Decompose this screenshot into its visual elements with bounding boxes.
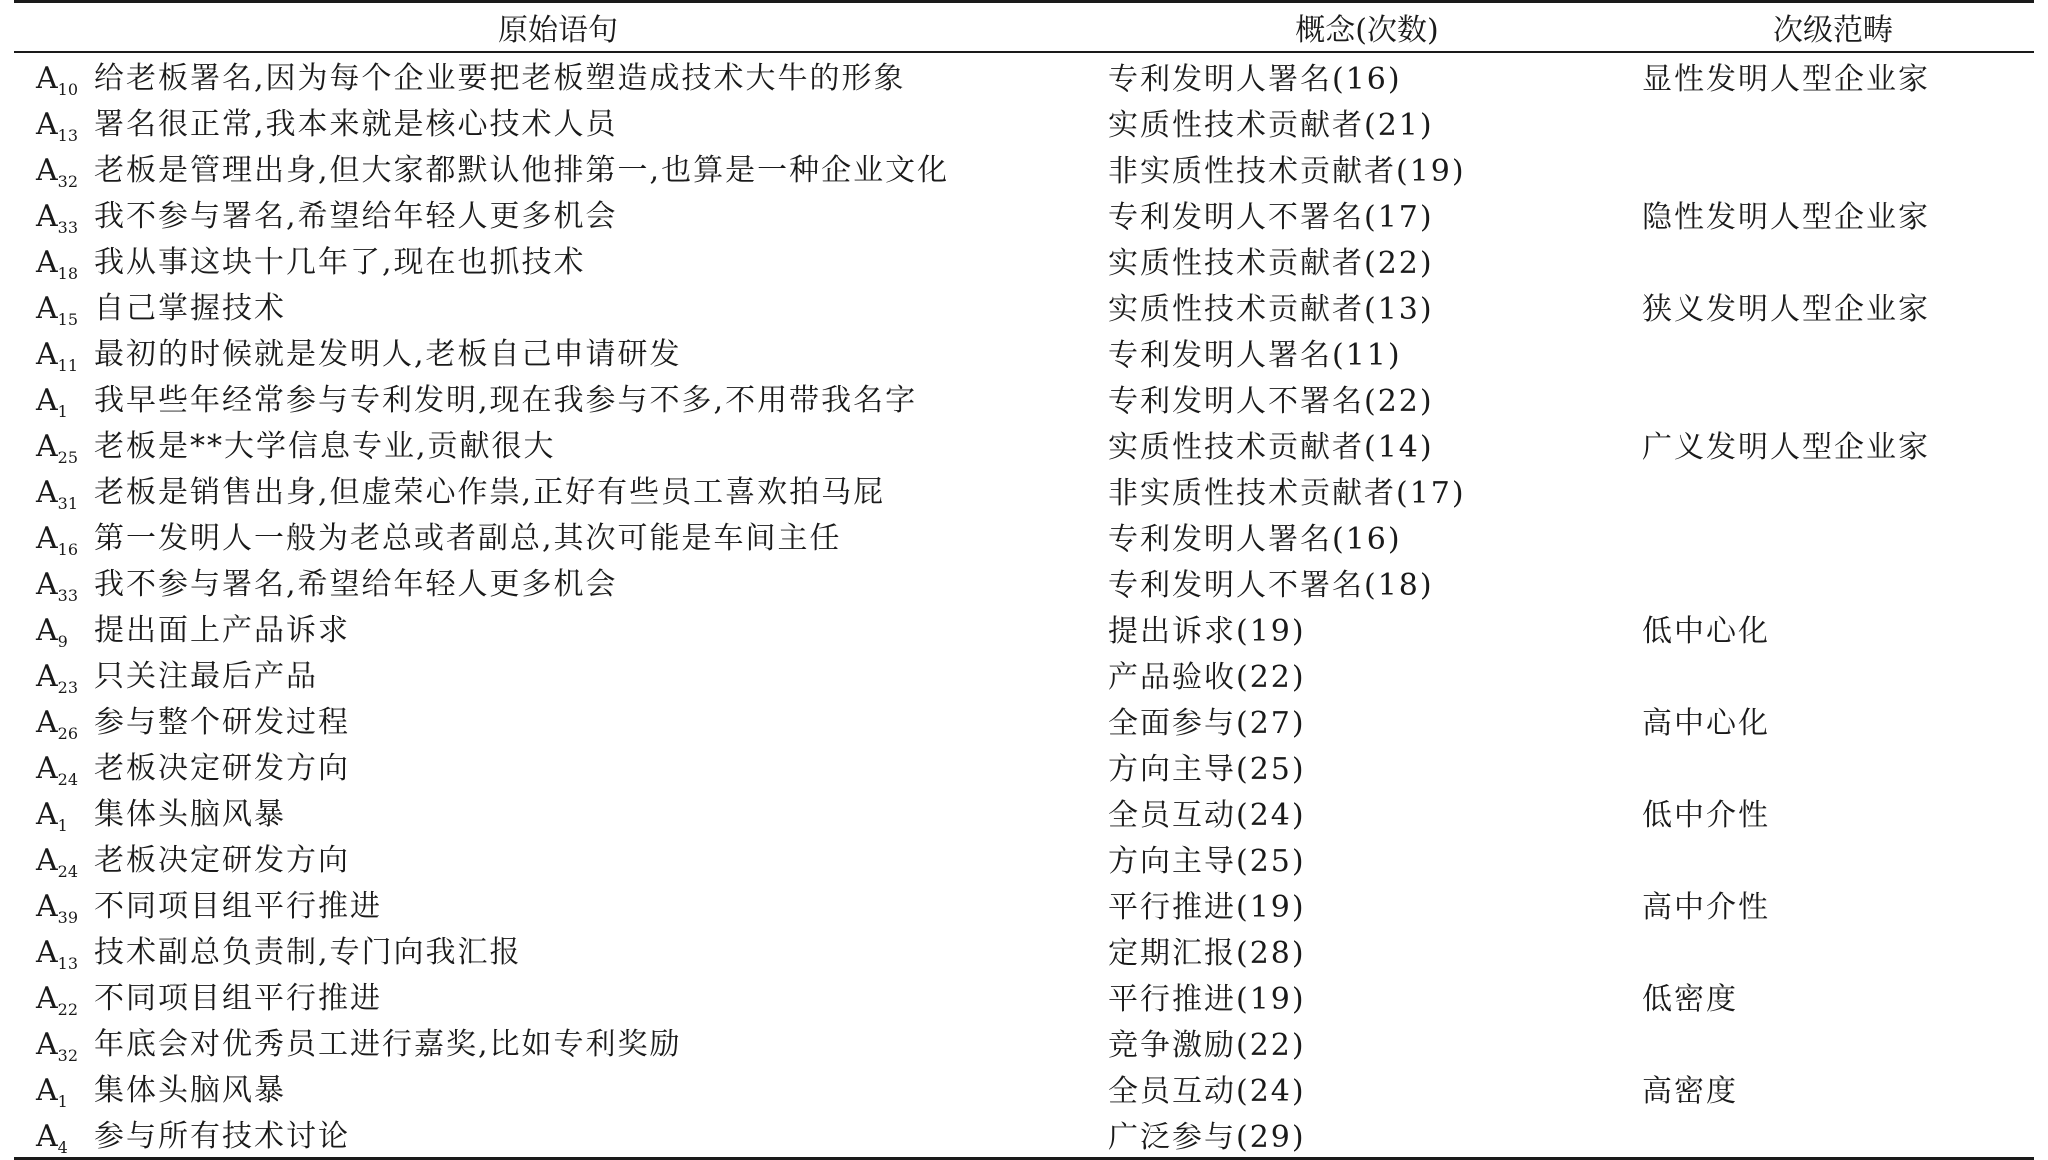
respondent-code-letter: A	[36, 61, 58, 96]
original-statement-cell	[14, 52, 1102, 99]
header-original-statement: 原始语句	[498, 13, 618, 48]
respondent-code-letter: A	[36, 153, 58, 188]
respondent-code-letter: A	[36, 981, 58, 1016]
respondent-code	[36, 705, 94, 743]
subcategory-cell	[1632, 835, 2034, 881]
subcategory-cell	[1632, 329, 2034, 375]
concept-cell: 全员互动(24)	[1108, 798, 1306, 833]
respondent-code-letter: A	[36, 1027, 58, 1062]
header-subcategory: 次级范畴	[1773, 13, 1893, 48]
original-statement-cell	[14, 145, 1102, 191]
concept-cell: 实质性技术贡献者(14)	[1108, 430, 1434, 465]
table-row	[14, 697, 2034, 743]
respondent-code	[36, 1073, 94, 1111]
respondent-code	[36, 291, 94, 329]
respondent-code-number: 24	[57, 862, 79, 881]
table-row	[14, 467, 2034, 513]
original-statement-cell	[14, 191, 1102, 237]
concept-cell: 方向主导(25)	[1108, 752, 1306, 787]
table-row	[14, 927, 2034, 973]
respondent-code	[36, 337, 94, 375]
subcategory-cell	[1632, 375, 2034, 421]
original-statement-cell	[14, 605, 1102, 651]
concept-cell: 平行推进(19)	[1108, 982, 1306, 1017]
respondent-code-number: 1	[57, 402, 68, 421]
respondent-code	[36, 521, 94, 559]
header-row	[14, 2, 2034, 53]
concept-cell: 专利发明人不署名(17)	[1108, 200, 1434, 235]
table-row	[14, 145, 2034, 191]
respondent-code-number: 33	[57, 586, 79, 605]
respondent-code-number: 4	[57, 1138, 68, 1157]
original-statement-cell	[14, 697, 1102, 743]
statement-text: 第一发明人一般为老总或者副总,其次可能是车间主任	[94, 521, 842, 556]
subcategory-cell: 狭义发明人型企业家	[1642, 292, 1930, 327]
respondent-code	[36, 1119, 94, 1157]
table-row	[14, 559, 2034, 605]
original-statement-cell	[14, 421, 1102, 467]
respondent-code-number: 18	[57, 264, 79, 283]
subcategory-cell	[1632, 1019, 2034, 1065]
subcategory-cell	[1632, 237, 2034, 283]
statement-text: 我不参与署名,希望给年轻人更多机会	[94, 567, 618, 602]
original-statement-cell	[14, 881, 1102, 927]
original-statement-cell	[14, 973, 1102, 1019]
respondent-code-number: 1	[57, 816, 68, 835]
respondent-code-number: 15	[57, 310, 79, 329]
original-statement-cell	[14, 283, 1102, 329]
statement-text: 老板是销售出身,但虚荣心作祟,正好有些员工喜欢拍马屁	[94, 475, 886, 510]
subcategory-cell	[1632, 145, 2034, 191]
statement-text: 集体头脑风暴	[94, 1073, 286, 1108]
table-row	[14, 375, 2034, 421]
respondent-code	[36, 429, 94, 467]
original-statement-cell	[14, 375, 1102, 421]
subcategory-cell	[1632, 99, 2034, 145]
table-row	[14, 513, 2034, 559]
respondent-code-letter: A	[36, 659, 58, 694]
respondent-code-number: 25	[57, 448, 79, 467]
respondent-code-number: 26	[57, 724, 79, 743]
original-statement-cell	[14, 789, 1102, 835]
statement-text: 集体头脑风暴	[94, 797, 286, 832]
original-statement-cell	[14, 513, 1102, 559]
original-statement-cell	[14, 559, 1102, 605]
original-statement-cell	[14, 329, 1102, 375]
table-row	[14, 283, 2034, 329]
respondent-code-letter: A	[36, 613, 58, 648]
respondent-code	[36, 475, 94, 513]
subcategory-cell: 高密度	[1642, 1074, 1738, 1109]
table-row	[14, 605, 2034, 651]
original-statement-cell	[14, 651, 1102, 697]
concept-cell: 平行推进(19)	[1108, 890, 1306, 925]
respondent-code	[36, 843, 94, 881]
statement-text: 不同项目组平行推进	[94, 981, 382, 1016]
respondent-code-letter: A	[36, 245, 58, 280]
original-statement-cell	[14, 237, 1102, 283]
respondent-code	[36, 153, 94, 191]
respondent-code-letter: A	[36, 1119, 58, 1154]
subcategory-cell	[1632, 743, 2034, 789]
concept-cell: 专利发明人署名(16)	[1108, 522, 1402, 557]
subcategory-cell: 广义发明人型企业家	[1642, 430, 1930, 465]
respondent-code-letter: A	[36, 1073, 58, 1108]
statement-text: 不同项目组平行推进	[94, 889, 382, 924]
concept-cell: 非实质性技术贡献者(19)	[1108, 154, 1466, 189]
statement-text: 我不参与署名,希望给年轻人更多机会	[94, 199, 618, 234]
statement-text: 年底会对优秀员工进行嘉奖,比如专利奖励	[94, 1027, 682, 1062]
respondent-code	[36, 613, 94, 651]
respondent-code-number: 39	[57, 908, 79, 927]
respondent-code	[36, 659, 94, 697]
respondent-code-number: 9	[57, 632, 68, 651]
respondent-code-letter: A	[36, 705, 58, 740]
subcategory-cell: 低中介性	[1642, 798, 1770, 833]
table-row	[14, 789, 2034, 835]
statement-text: 我从事这块十几年了,现在也抓技术	[94, 245, 586, 280]
respondent-code	[36, 797, 94, 835]
concept-cell: 专利发明人不署名(18)	[1108, 568, 1434, 603]
concept-cell: 产品验收(22)	[1108, 660, 1306, 695]
respondent-code-number: 13	[57, 126, 79, 145]
subcategory-cell	[1632, 559, 2034, 605]
statement-text: 老板是管理出身,但大家都默认他排第一,也算是一种企业文化	[94, 153, 950, 188]
statement-text: 参与整个研发过程	[94, 705, 350, 740]
subcategory-cell: 高中心化	[1642, 706, 1770, 741]
respondent-code-number: 22	[57, 1000, 79, 1019]
table-row	[14, 329, 2034, 375]
respondent-code-letter: A	[36, 521, 58, 556]
concept-cell: 提出诉求(19)	[1108, 614, 1306, 649]
respondent-code-number: 1	[57, 1092, 68, 1111]
concept-cell: 全员互动(24)	[1108, 1074, 1306, 1109]
respondent-code	[36, 889, 94, 927]
subcategory-cell: 隐性发明人型企业家	[1642, 200, 1930, 235]
respondent-code-number: 10	[57, 80, 79, 99]
table-row	[14, 421, 2034, 467]
respondent-code-letter: A	[36, 751, 58, 786]
respondent-code	[36, 751, 94, 789]
table-row	[14, 651, 2034, 697]
respondent-code-letter: A	[36, 337, 58, 372]
statement-text: 署名很正常,我本来就是核心技术人员	[94, 107, 618, 142]
statement-text: 老板决定研发方向	[94, 751, 350, 786]
table-row	[14, 191, 2034, 237]
respondent-code-number: 23	[57, 678, 79, 697]
respondent-code	[36, 1027, 94, 1065]
respondent-code	[36, 567, 94, 605]
respondent-code	[36, 107, 94, 145]
respondent-code-letter: A	[36, 475, 58, 510]
subcategory-cell	[1632, 467, 2034, 513]
original-statement-cell	[14, 835, 1102, 881]
table-row	[14, 237, 2034, 283]
concept-cell: 广泛参与(29)	[1108, 1120, 1306, 1155]
statement-text: 最初的时候就是发明人,老板自己申请研发	[94, 337, 682, 372]
original-statement-cell	[14, 1111, 1102, 1159]
subcategory-cell: 显性发明人型企业家	[1642, 62, 1930, 97]
concept-cell: 全面参与(27)	[1108, 706, 1306, 741]
table-row	[14, 1065, 2034, 1111]
original-statement-cell	[14, 927, 1102, 973]
respondent-code-number: 24	[57, 770, 79, 789]
subcategory-cell	[1632, 651, 2034, 697]
respondent-code-letter: A	[36, 889, 58, 924]
respondent-code-number: 13	[57, 954, 79, 973]
statement-text: 我早些年经常参与专利发明,现在我参与不多,不用带我名字	[94, 383, 918, 418]
statement-text: 老板是**大学信息专业,贡献很大	[94, 429, 556, 464]
table-row	[14, 973, 2034, 1019]
subcategory-cell: 高中介性	[1642, 890, 1770, 925]
subcategory-cell	[1632, 927, 2034, 973]
statement-text: 参与所有技术讨论	[94, 1119, 350, 1154]
statement-text: 提出面上产品诉求	[94, 613, 350, 648]
original-statement-cell	[14, 743, 1102, 789]
subcategory-cell	[1632, 513, 2034, 559]
table-row	[14, 1111, 2034, 1159]
respondent-code-letter: A	[36, 843, 58, 878]
respondent-code-letter: A	[36, 383, 58, 418]
respondent-code-letter: A	[36, 199, 58, 234]
respondent-code-number: 32	[57, 172, 79, 191]
respondent-code	[36, 245, 94, 283]
respondent-code-letter: A	[36, 797, 58, 832]
respondent-code-number: 32	[57, 1046, 79, 1065]
respondent-code	[36, 383, 94, 421]
statement-text: 老板决定研发方向	[94, 843, 350, 878]
original-statement-cell	[14, 1019, 1102, 1065]
table-row	[14, 52, 2034, 99]
concept-cell: 定期汇报(28)	[1108, 936, 1306, 971]
concept-cell: 专利发明人署名(11)	[1108, 338, 1402, 373]
original-statement-cell	[14, 1065, 1102, 1111]
statement-text: 给老板署名,因为每个企业要把老板塑造成技术大牛的形象	[94, 61, 906, 96]
concept-cell: 专利发明人不署名(22)	[1108, 384, 1434, 419]
respondent-code-number: 31	[57, 494, 79, 513]
respondent-code-number: 33	[57, 218, 79, 237]
respondent-code-letter: A	[36, 567, 58, 602]
respondent-code	[36, 199, 94, 237]
subcategory-cell: 低中心化	[1642, 614, 1770, 649]
original-statement-cell	[14, 99, 1102, 145]
subcategory-cell	[1632, 1111, 2034, 1159]
statement-text: 只关注最后产品	[94, 659, 318, 694]
concept-cell: 专利发明人署名(16)	[1108, 62, 1402, 97]
concept-cell: 竞争激励(22)	[1108, 1028, 1306, 1063]
concept-cell: 方向主导(25)	[1108, 844, 1306, 879]
respondent-code-letter: A	[36, 429, 58, 464]
header-concept-count: 概念(次数)	[1295, 13, 1439, 48]
table-row	[14, 835, 2034, 881]
respondent-code	[36, 981, 94, 1019]
respondent-code-letter: A	[36, 935, 58, 970]
coding-table	[14, 0, 2034, 1160]
respondent-code	[36, 935, 94, 973]
table-row	[14, 881, 2034, 927]
concept-cell: 实质性技术贡献者(21)	[1108, 108, 1434, 143]
subcategory-cell: 低密度	[1642, 982, 1738, 1017]
concept-cell: 实质性技术贡献者(22)	[1108, 246, 1434, 281]
respondent-code	[36, 61, 94, 99]
respondent-code-letter: A	[36, 291, 58, 326]
statement-text: 技术副总负责制,专门向我汇报	[94, 935, 522, 970]
table-row	[14, 99, 2034, 145]
statement-text: 自己掌握技术	[94, 291, 286, 326]
respondent-code-number: 11	[57, 356, 79, 375]
respondent-code-letter: A	[36, 107, 58, 142]
respondent-code-number: 16	[57, 540, 79, 559]
concept-cell: 非实质性技术贡献者(17)	[1108, 476, 1466, 511]
table-row	[14, 743, 2034, 789]
original-statement-cell	[14, 467, 1102, 513]
table-row	[14, 1019, 2034, 1065]
concept-cell: 实质性技术贡献者(13)	[1108, 292, 1434, 327]
